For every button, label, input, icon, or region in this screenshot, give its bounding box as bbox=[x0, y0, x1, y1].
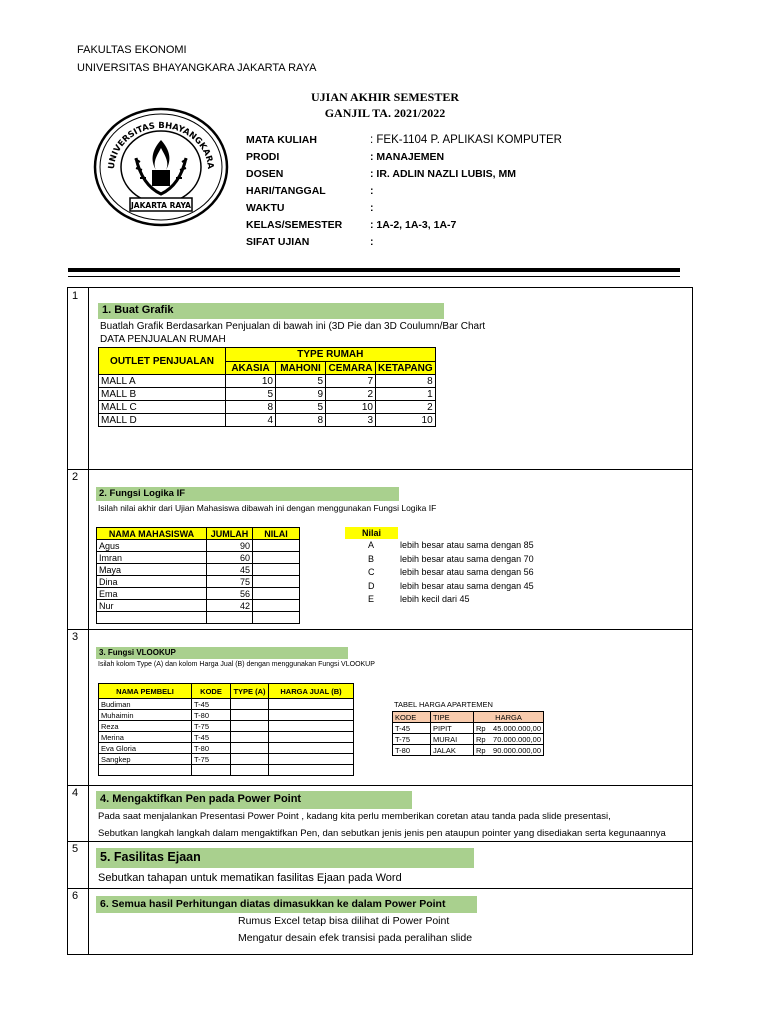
q3-ref-tipe: PIPIT bbox=[431, 723, 474, 734]
q1-type-header: TYPE RUMAH bbox=[226, 348, 436, 362]
q2-heading: 2. Fungsi Logika IF bbox=[96, 487, 399, 501]
q3-ref-currency: Rp bbox=[476, 723, 486, 733]
q6-line1: Rumus Excel tetap bisa dilihat di Power Point bbox=[238, 915, 450, 927]
info-row bbox=[246, 236, 646, 252]
q1-outlet-cell: MALL D bbox=[99, 414, 226, 427]
q2-student-table bbox=[96, 527, 300, 624]
table-row bbox=[99, 732, 354, 743]
q3-price-table bbox=[392, 711, 544, 756]
q3-harga-cell[interactable] bbox=[269, 699, 354, 710]
q3-harga-cell[interactable] bbox=[269, 710, 354, 721]
criteria-desc: lebih besar atau sama dengan 56 bbox=[400, 567, 534, 577]
q1-value-cell: 5 bbox=[226, 388, 276, 401]
criteria-grade: E bbox=[368, 594, 375, 604]
q3-kode-cell: T-80 bbox=[192, 710, 231, 721]
q2-jumlah-cell: 75 bbox=[207, 576, 253, 588]
q6-line2: Mengatur desain efek transisi pada peralihan slide bbox=[238, 932, 473, 944]
q3-name-cell: Budiman bbox=[99, 699, 192, 710]
q3-ref-header: HARGA bbox=[474, 712, 544, 723]
q1-value-cell: 2 bbox=[326, 388, 376, 401]
info-row bbox=[246, 134, 646, 150]
criteria-desc: lebih besar atau sama dengan 45 bbox=[400, 580, 534, 591]
info-value: : MANAJEMEN bbox=[370, 151, 445, 163]
q1-table-title: DATA PENJUALAN RUMAH bbox=[100, 334, 226, 345]
table-row bbox=[99, 721, 354, 732]
q3-type-cell[interactable] bbox=[231, 732, 269, 743]
q3-empty-cell[interactable] bbox=[99, 765, 192, 776]
info-value: : bbox=[370, 185, 374, 197]
question-number: 1 bbox=[72, 290, 79, 302]
q3-kode-cell: T-45 bbox=[192, 732, 231, 743]
q2-name-cell: Agus bbox=[97, 540, 207, 552]
q2-jumlah-cell: 42 bbox=[207, 600, 253, 612]
table-row bbox=[99, 754, 354, 765]
table-row bbox=[97, 600, 300, 612]
q2-jumlah-cell: 45 bbox=[207, 564, 253, 576]
table-row bbox=[97, 588, 300, 600]
row-divider bbox=[68, 888, 692, 889]
exam-title: UJIAN AKHIR SEMESTER bbox=[310, 90, 460, 104]
row-divider bbox=[68, 785, 692, 786]
info-label: DOSEN bbox=[246, 168, 284, 180]
faculty-name: FAKULTAS EKONOMI bbox=[77, 44, 187, 56]
q3-kode-cell: T-45 bbox=[192, 699, 231, 710]
criteria-grade: B bbox=[368, 553, 375, 564]
q3-ref-tipe: MURAI bbox=[431, 734, 474, 745]
q3-name-cell: Merina bbox=[99, 732, 192, 743]
q3-ref-harga: 90.000.000,00 bbox=[493, 745, 541, 755]
question-number: 3 bbox=[72, 631, 79, 643]
info-label: MATA KULIAH bbox=[246, 134, 317, 146]
table-row bbox=[393, 734, 544, 745]
info-label: HARI/TANGGAL bbox=[246, 185, 326, 197]
q3-harga-cell[interactable] bbox=[269, 743, 354, 754]
question-number: 4 bbox=[72, 787, 79, 799]
q1-sales-table bbox=[98, 347, 436, 427]
q1-value-cell: 10 bbox=[376, 414, 436, 427]
table-row bbox=[97, 564, 300, 576]
q1-value-cell: 1 bbox=[376, 388, 436, 401]
q3-name-cell: Muhaimin bbox=[99, 710, 192, 721]
q6-heading: 6. Semua hasil Perhitungan diatas dimasukkan ke dalam Power Point bbox=[96, 896, 477, 913]
row-divider bbox=[68, 841, 692, 842]
q3-ref-kode: T-75 bbox=[393, 734, 431, 745]
info-label: KELAS/SEMESTER bbox=[246, 219, 343, 231]
q2-nilai-cell[interactable] bbox=[253, 540, 300, 552]
criteria-desc: lebih besar atau sama dengan 70 bbox=[400, 553, 534, 564]
q1-outlet-header: OUTLET PENJUALAN bbox=[99, 348, 226, 375]
q3-harga-cell[interactable] bbox=[269, 721, 354, 732]
q3-empty-cell[interactable] bbox=[192, 765, 231, 776]
q3-empty-cell[interactable] bbox=[231, 765, 269, 776]
info-value: : IR. ADLIN NAZLI LUBIS, MM bbox=[370, 168, 517, 180]
q2-nilai-cell[interactable] bbox=[253, 564, 300, 576]
q1-value-cell: 5 bbox=[276, 375, 326, 388]
q3-ref-header: TIPE bbox=[431, 712, 474, 723]
q3-type-cell[interactable] bbox=[231, 710, 269, 721]
q2-nilai-cell[interactable] bbox=[253, 600, 300, 612]
q1-value-cell: 8 bbox=[226, 401, 276, 414]
q2-instruction: Isilah nilai akhir dari Ujian Mahasiswa dibawah ini dengan menggunakan Fungsi Logika IF bbox=[98, 503, 437, 513]
q3-kode-cell: T-80 bbox=[192, 743, 231, 754]
q3-ref-kode: T-80 bbox=[393, 745, 431, 756]
info-row bbox=[246, 168, 646, 184]
table-row bbox=[99, 414, 436, 427]
criteria-grade: D bbox=[368, 580, 375, 591]
q2-name-cell: Nur bbox=[97, 600, 207, 612]
q2-nilai-cell[interactable] bbox=[253, 552, 300, 564]
table-row bbox=[97, 612, 300, 624]
number-column-divider bbox=[88, 288, 89, 954]
table-row bbox=[97, 576, 300, 588]
criteria-grade: A bbox=[368, 540, 375, 550]
q4-line2: Sebutkan langkah langkah dalam mengaktifkan Pen, dan sebutkan jenis jenis pen ataupun pointer yang disediakan serta kegunaannya bbox=[98, 828, 666, 839]
q2-nilai-header: Nilai bbox=[345, 527, 398, 539]
table-row bbox=[97, 540, 300, 552]
university-logo bbox=[92, 104, 230, 230]
q3-ref-harga: 70.000.000,00 bbox=[493, 734, 541, 744]
q1-value-cell: 10 bbox=[226, 375, 276, 388]
q1-instruction: Buatlah Grafik Berdasarkan Penjualan di bawah ini (3D Pie dan 3D Coulumn/Bar Chart bbox=[100, 321, 486, 332]
q1-value-cell: 5 bbox=[276, 401, 326, 414]
q5-line1: Sebutkan tahapan untuk mematikan fasilitas Ejaan pada Word bbox=[98, 872, 402, 884]
q3-instruction: Isilah kolom Type (A) dan kolom Harga Jual (B) dengan menggunakan Fungsi VLOOKUP bbox=[98, 661, 375, 668]
q2-name-cell: Maya bbox=[97, 564, 207, 576]
info-row bbox=[246, 219, 646, 235]
table-row bbox=[99, 375, 436, 388]
q4-heading: 4. Mengaktifkan Pen pada Power Point bbox=[96, 791, 412, 809]
question-number: 6 bbox=[72, 890, 79, 902]
q1-column-header: CEMARA bbox=[326, 362, 376, 375]
q3-type-cell[interactable] bbox=[231, 721, 269, 732]
logo-text-top: UNIVERSITAS BHAYANGKARA bbox=[106, 120, 216, 170]
q1-outlet-cell: MALL A bbox=[99, 375, 226, 388]
q3-ref-harga-cell bbox=[474, 745, 544, 756]
q3-harga-cell[interactable] bbox=[269, 732, 354, 743]
q3-ref-currency: Rp bbox=[476, 734, 486, 744]
q3-buyer-table bbox=[98, 683, 354, 776]
question-number: 5 bbox=[72, 843, 79, 855]
table-row bbox=[99, 743, 354, 754]
info-row bbox=[246, 151, 646, 167]
q2-empty-cell[interactable] bbox=[97, 612, 207, 624]
q2-jumlah-cell: 60 bbox=[207, 552, 253, 564]
table-row bbox=[99, 710, 354, 721]
q1-value-cell: 8 bbox=[376, 375, 436, 388]
q2-column-header: JUMLAH bbox=[207, 528, 253, 540]
q3-ref-title: TABEL HARGA APARTEMEN bbox=[394, 700, 493, 709]
q2-nilai-cell[interactable] bbox=[253, 588, 300, 600]
q2-name-cell: Ema bbox=[97, 588, 207, 600]
q2-column-header: NILAI bbox=[253, 528, 300, 540]
table-row bbox=[99, 388, 436, 401]
q2-jumlah-cell: 90 bbox=[207, 540, 253, 552]
table-row bbox=[393, 723, 544, 734]
q1-value-cell: 3 bbox=[326, 414, 376, 427]
q1-column-header: KETAPANG bbox=[376, 362, 436, 375]
q3-harga-cell[interactable] bbox=[269, 754, 354, 765]
q3-name-cell: Eva Gloria bbox=[99, 743, 192, 754]
q1-outlet-cell: MALL B bbox=[99, 388, 226, 401]
q3-ref-harga-cell bbox=[474, 723, 544, 734]
criteria-grade: C bbox=[368, 567, 375, 577]
info-label: WAKTU bbox=[246, 202, 285, 214]
criteria-desc: lebih besar atau sama dengan 85 bbox=[400, 540, 534, 550]
q3-empty-cell[interactable] bbox=[269, 765, 354, 776]
q3-kode-cell: T-75 bbox=[192, 721, 231, 732]
info-row bbox=[246, 202, 646, 218]
q1-column-header: MAHONI bbox=[276, 362, 326, 375]
info-row bbox=[246, 185, 646, 201]
q3-heading: 3. Fungsi VLOOKUP bbox=[96, 647, 348, 659]
q3-type-cell[interactable] bbox=[231, 743, 269, 754]
info-label: SIFAT UJIAN bbox=[246, 236, 310, 248]
q3-type-cell[interactable] bbox=[231, 754, 269, 765]
info-value: : bbox=[370, 236, 374, 248]
q2-column-header: NAMA MAHASISWA bbox=[97, 528, 207, 540]
q3-ref-currency: Rp bbox=[476, 745, 486, 755]
table-row bbox=[97, 552, 300, 564]
exam-period: GANJIL TA. 2021/2022 bbox=[324, 106, 446, 120]
q3-column-header: NAMA PEMBELI bbox=[99, 684, 192, 699]
q3-ref-header: KODE bbox=[393, 712, 431, 723]
q3-ref-harga: 45.000.000,00 bbox=[493, 723, 541, 733]
q2-name-cell: Imran bbox=[97, 552, 207, 564]
header-rule-thick bbox=[68, 268, 680, 272]
q1-outlet-cell: MALL C bbox=[99, 401, 226, 414]
q3-column-header: KODE bbox=[192, 684, 231, 699]
q1-value-cell: 2 bbox=[376, 401, 436, 414]
q3-name-cell: Reza bbox=[99, 721, 192, 732]
question-number: 2 bbox=[72, 471, 79, 483]
row-divider bbox=[68, 469, 692, 470]
q2-empty-cell[interactable] bbox=[253, 612, 300, 624]
criteria-desc: lebih kecil dari 45 bbox=[400, 594, 470, 604]
q3-ref-harga-cell bbox=[474, 734, 544, 745]
table-row bbox=[99, 765, 354, 776]
q3-column-header: TYPE (A) bbox=[231, 684, 269, 699]
q3-name-cell: Sangkep bbox=[99, 754, 192, 765]
table-row bbox=[99, 699, 354, 710]
info-value: : bbox=[370, 202, 374, 214]
q2-jumlah-cell: 56 bbox=[207, 588, 253, 600]
info-value: : 1A-2, 1A-3, 1A-7 bbox=[370, 219, 457, 231]
q1-column-header: AKASIA bbox=[226, 362, 276, 375]
table-row bbox=[393, 745, 544, 756]
q2-nilai-cell[interactable] bbox=[253, 576, 300, 588]
q2-name-cell: Dina bbox=[97, 576, 207, 588]
q1-value-cell: 10 bbox=[326, 401, 376, 414]
q3-ref-kode: T-45 bbox=[393, 723, 431, 734]
q3-type-cell[interactable] bbox=[231, 699, 269, 710]
q3-ref-tipe: JALAK bbox=[431, 745, 474, 756]
q3-kode-cell: T-75 bbox=[192, 754, 231, 765]
q1-value-cell: 8 bbox=[276, 414, 326, 427]
q1-heading: 1. Buat Grafik bbox=[98, 303, 444, 319]
q3-column-header: HARGA JUAL (B) bbox=[269, 684, 354, 699]
university-name: UNIVERSITAS BHAYANGKARA JAKARTA RAYA bbox=[77, 62, 317, 74]
table-row bbox=[99, 401, 436, 414]
info-value: : FEK-1104 P. APLIKASI KOMPUTER bbox=[370, 134, 562, 146]
q1-value-cell: 4 bbox=[226, 414, 276, 427]
q1-value-cell: 7 bbox=[326, 375, 376, 388]
info-label: PRODI bbox=[246, 151, 280, 163]
q2-empty-cell[interactable] bbox=[207, 612, 253, 624]
logo-text-bottom: JAKARTA RAYA bbox=[131, 201, 191, 210]
q1-value-cell: 9 bbox=[276, 388, 326, 401]
header-rule-thin bbox=[68, 276, 680, 277]
q5-heading: 5. Fasilitas Ejaan bbox=[96, 848, 474, 868]
q4-line1: Pada saat menjalankan Presentasi Power Point , kadang kita perlu memberikan coretan atau tanda pada slide presentasi, bbox=[98, 811, 611, 822]
